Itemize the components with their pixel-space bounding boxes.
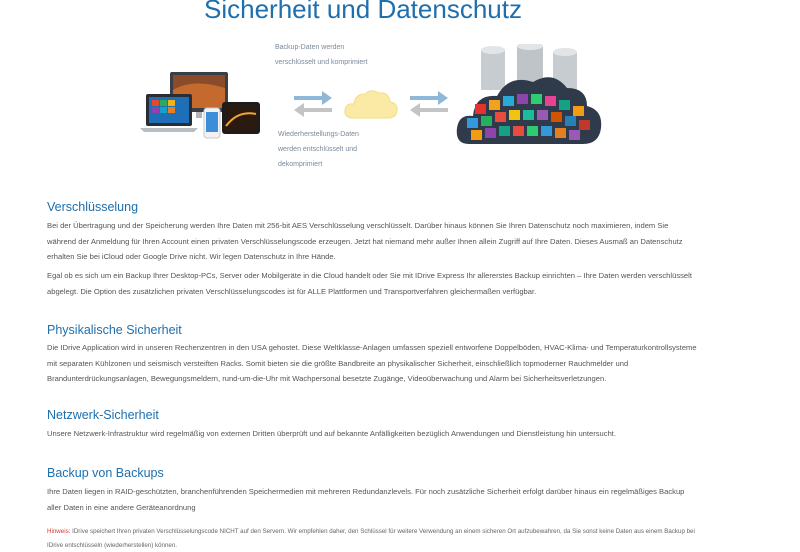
- cloud-icon: [343, 86, 399, 122]
- hint-label: Hinweis:: [47, 528, 71, 535]
- heading-backup-von-backups: Backup von Backups: [47, 466, 164, 480]
- caption-backup: [275, 40, 368, 70]
- paragraph-netzwerk-sicherheit: Unsere Netzwerk-Infrastruktur wird regelmäßig von externen Dritten überprüft und auf bekannte Anfälligkeiten bezüglich Anwendungen und Dienstleistung hin untersucht.: [47, 429, 617, 438]
- paragraph-physikalische-sicherheit: Die IDrive Application wird in unseren Rechenzentren in den USA gehostet. Diese Weltklasse-Anlagen umfassen speziell entworfene Doppelböden, HVAC-Klima- und Temperaturkontrollsysteme mit separaten Kühlzonen und seismisch versteiften Racks. Somit bieten sie die größte Bandbreite an physikalischer Sicherheit, einschließlich topmoderner Rauchmelder und Brandunterdrückungsanlagen, Bewegungsmeldern, rund-um-die-Uhr mit Wachpersonal besetzte Zugänge, Videoüberwachung und Alarm bei Sicherheitsverletzungen.: [47, 343, 697, 384]
- transfer-arrows-left: [292, 86, 334, 120]
- heading-physikalische-sicherheit: Physikalische Sicherheit: [47, 323, 182, 337]
- caption-backup-line: Backup-Daten werden: [275, 44, 345, 51]
- paragraph-verschluesselung-2: Egal ob es sich um ein Backup Ihrer Desktop-PCs, Server oder Mobilgeräte in die Cloud handelt oder Sie mit IDrive Express Ihr allererstes Backup einrichten – Ihre Daten werden verschlüsselt abgelegt. Die Option des zusätzlichen privaten Verschlüsselungscodes ist für ALLE Plattformen und Transportverfahren gleichermaßen verfügbar.: [47, 271, 692, 296]
- hint-text: IDrive speichert Ihren privaten Verschlüsselungscode NICHT auf den Servern. Wir empfehlen daher, den Schlüssel für weitere Verwendung an einem sicheren Ort aufzubewahren, da Sie sonst keine Daten aus einem Backup bei IDrive entschlüsseln (wiederherstellen) können.: [47, 528, 695, 549]
- caption-restore-line: dekomprimiert: [278, 161, 323, 168]
- caption-backup-line: verschlüsselt und komprimiert: [275, 59, 368, 66]
- page-title: Sicherheit und Datenschutz: [204, 0, 522, 24]
- paragraph-backup-von-backups: Ihre Daten liegen in RAID-geschützten, branchenführenden Speichermedien mit mehreren Redundanzlevels. Für noch zusätzliche Sicherheit erfolgt darüber hinaus ein regelmäßiges Backup aller Daten in eine andere Geräteanordnung: [47, 487, 685, 512]
- paragraph-verschluesselung-1: Bei der Übertragung und der Speicherung werden Ihre Daten mit 256-bit AES Verschlüsselung verschlüsselt. Darüber hinaus können Sie Ihren Datenschutz noch maximieren, indem Sie während der Anmeldung für Ihren Account einen privaten Verschlüsselungscode erzeugen. Jetzt hat niemand mehr außer Ihnen allein Zugriff auf Ihre Daten. Dieses Ausmaß an Datenschutz erhalten Sie bei iCloud oder Google Drive nicht. Wir legen Datenschutz in Ihre Hände.: [47, 221, 683, 262]
- devices-illustration: [138, 70, 268, 145]
- heading-netzwerk-sicherheit: Netzwerk-Sicherheit: [47, 408, 159, 422]
- caption-restore-line: werden entschlüsselt und: [278, 146, 357, 153]
- heading-verschluesselung: Verschlüsselung: [47, 200, 139, 214]
- transfer-arrows-right: [408, 86, 450, 120]
- caption-restore-line: Wiederherstellungs-Daten: [278, 131, 359, 138]
- caption-restore: [278, 127, 359, 172]
- data-center-cloud-illustration: [455, 44, 603, 148]
